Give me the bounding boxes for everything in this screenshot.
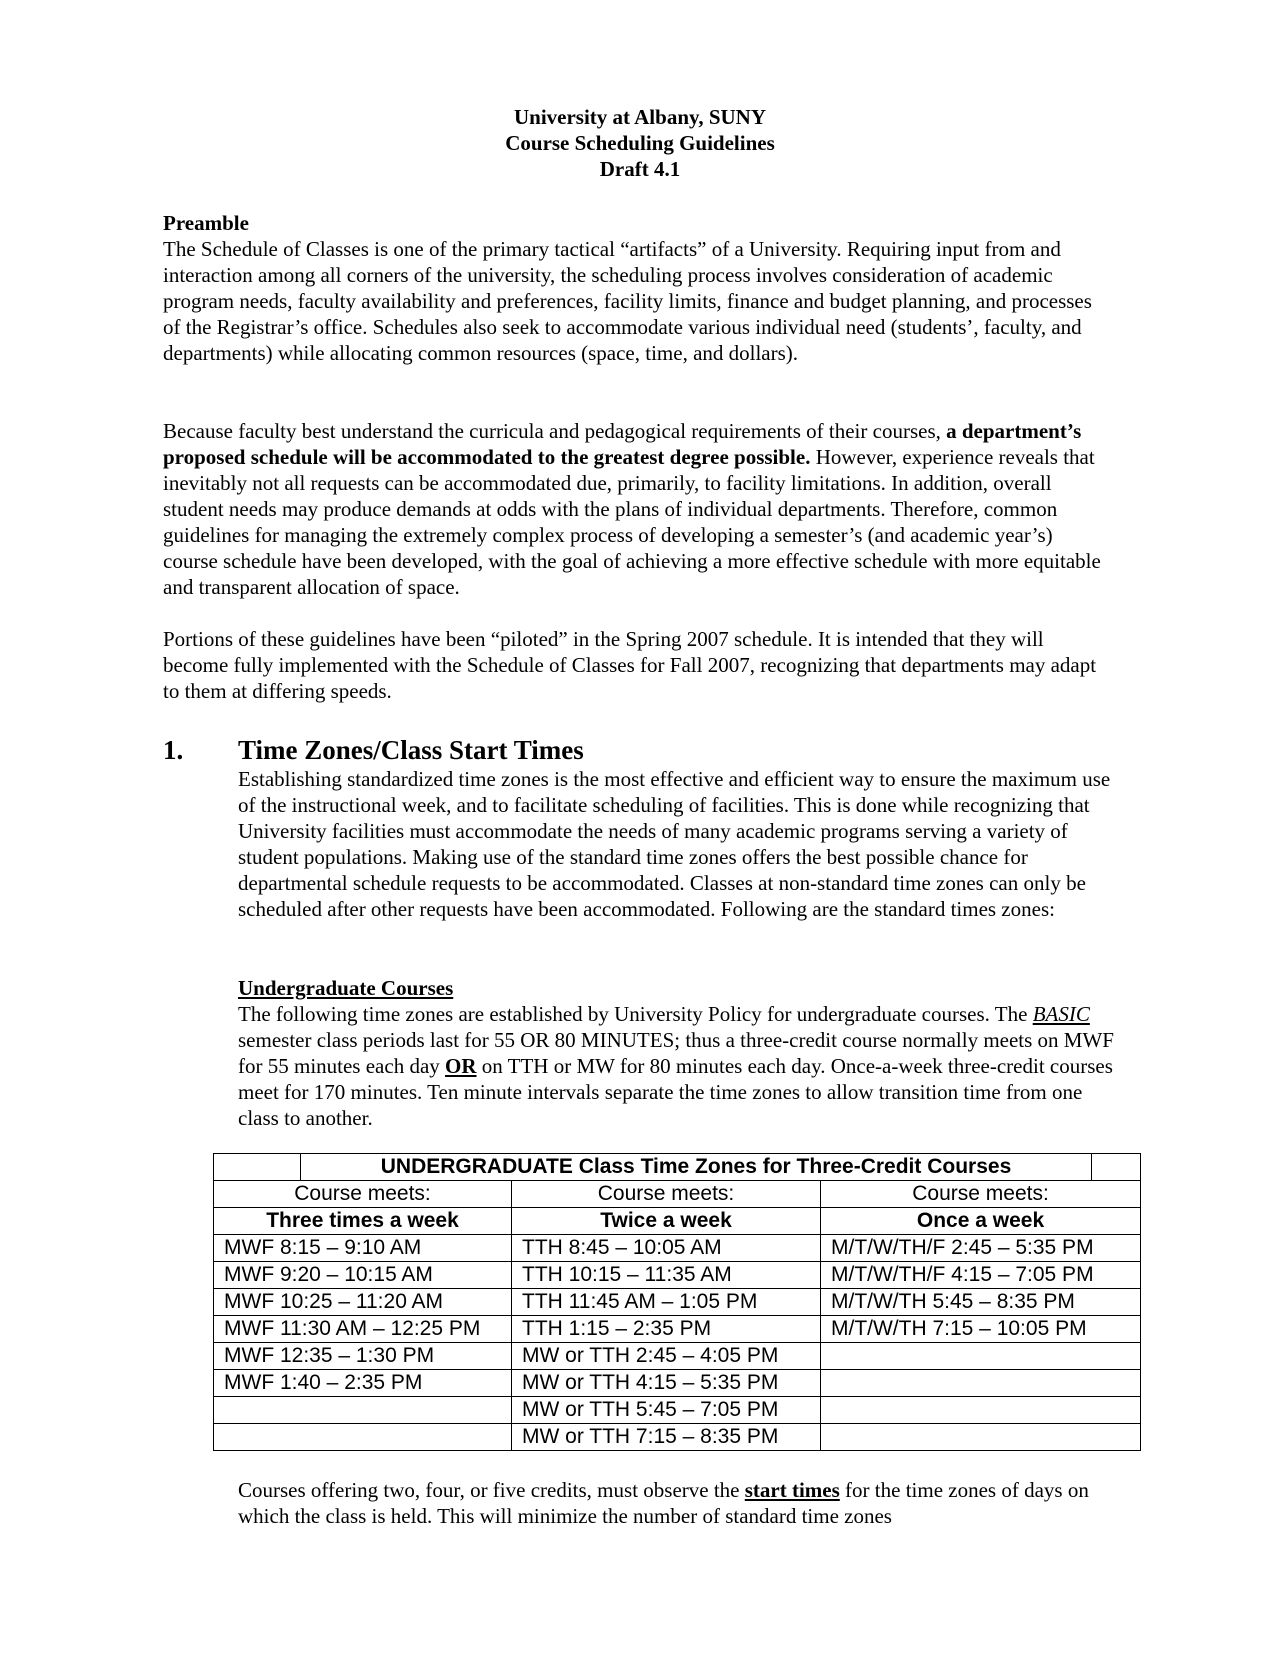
table-cell: M/T/W/TH/F 4:15 – 7:05 PM <box>821 1262 1141 1289</box>
column-meets-label: Course meets: <box>214 1181 512 1208</box>
table-cell: MW or TTH 4:15 – 5:35 PM <box>512 1370 821 1397</box>
table-title-row <box>214 1154 1141 1181</box>
ug-text-b: semester class periods last for 55 OR 80 MINUTES; thus a three-credit course normally meets on MWF for 55 minutes each day <box>238 1028 1114 1078</box>
para2-bold-text: a department’s proposed schedule will be accommodated to the greatest degree possible. <box>163 419 1082 469</box>
column-header: Three times a week <box>214 1208 512 1235</box>
column-header: Twice a week <box>512 1208 821 1235</box>
section-body: Establishing standardized time zones is the most effective and efficient way to ensure the maximum use of the instructional week, and to facilitate scheduling of facilities. This is done while recognizing that University facilities must accommodate the needs of many academic programs serving a variety of student populations. Making use of the standard time zones offers the best possible chance for departmental schedule requests to be accommodated. Classes at non-standard time zones can only be scheduled after other requests have been accommodated. Following are the standard times zones: <box>238 767 1111 921</box>
undergraduate-heading: Undergraduate Courses <box>238 976 454 1000</box>
table-cell: MWF 9:20 – 10:15 AM <box>214 1262 512 1289</box>
ug-text-c: on TTH or MW for 80 minutes each day. Once-a-week three-credit courses meet for 170 minutes. Ten minute intervals separate the time zones to allow transition time from one class to another. <box>238 1054 1113 1130</box>
table-row <box>214 1370 1141 1397</box>
column-header: Once a week <box>821 1208 1141 1235</box>
column-meets-label: Course meets: <box>512 1181 821 1208</box>
preamble-paragraph-1: The Schedule of Classes is one of the primary tactical “artifacts” of a University. Requiring input from and interaction among all corners of the university, the scheduling process involves consideration of academic program needs, faculty availability and preferences, facility limits, finance and budget planning, and processes of the Registrar’s office. Schedules also seek to accommodate various individual need (students’, faculty, and departments) while allocating common resources (space, time, and dollars). <box>163 237 1092 365</box>
table-header-row <box>214 1208 1141 1235</box>
credits-paragraph <box>238 1477 1118 1529</box>
table-cell: TTH 11:45 AM – 1:05 PM <box>512 1289 821 1316</box>
table-title: UNDERGRADUATE Class Time Zones for Three-Credit Courses <box>380 1155 1012 1178</box>
table-cell: MWF 1:40 – 2:35 PM <box>214 1370 512 1397</box>
table-row <box>214 1424 1141 1451</box>
para2-text-end: However, experience reveals that inevitably not all requests can be accommodated due, primarily, to facility limitations. In addition, overall student needs may produce demands at odds with the plans of individual departments. Therefore, common guidelines for managing the extremely complex process of developing a semester’s (and academic year’s) course schedule have been developed, with the goal of achieving a more effective schedule with more equitable and transparent allocation of space. <box>163 445 1101 599</box>
institution-name: University at Albany, SUNY <box>513 105 767 129</box>
table-cell <box>821 1370 1141 1397</box>
preamble-paragraph-2 <box>163 418 1103 600</box>
column-meets-label: Course meets: <box>821 1181 1141 1208</box>
document-name: Course Scheduling Guidelines <box>505 131 775 155</box>
credits-text-b: for the time zones of days on which the class is held. This will minimize the number of standard time zones <box>238 1478 1089 1528</box>
table-cell: TTH 8:45 – 10:05 AM <box>512 1235 821 1262</box>
start-times-emphasis: start times <box>744 1478 840 1502</box>
table-row <box>214 1316 1141 1343</box>
draft-label: Draft 4.1 <box>599 157 681 181</box>
document-title <box>0 104 1280 182</box>
preamble-heading: Preamble <box>163 211 249 235</box>
table-row <box>214 1262 1141 1289</box>
preamble-paragraph-3: Portions of these guidelines have been “piloted” in the Spring 2007 schedule. It is intended that they will become fully implemented with the Schedule of Classes for Fall 2007, recognizing that departments may adapt to them at differing speeds. <box>163 627 1097 703</box>
table-cell: M/T/W/TH/F 2:45 – 5:35 PM <box>821 1235 1141 1262</box>
table-cell <box>214 1424 512 1451</box>
table-cell: MW or TTH 2:45 – 4:05 PM <box>512 1343 821 1370</box>
table-cell: MWF 10:25 – 11:20 AM <box>214 1289 512 1316</box>
ug-text-a: The following time zones are established by University Policy for undergraduate courses. The <box>238 1002 1033 1026</box>
table-cell: M/T/W/TH 5:45 – 8:35 PM <box>821 1289 1141 1316</box>
table-cell: TTH 1:15 – 2:35 PM <box>512 1316 821 1343</box>
table-cell <box>214 1397 512 1424</box>
table-row <box>214 1343 1141 1370</box>
table-cell <box>821 1343 1141 1370</box>
credits-text-a: Courses offering two, four, or five credits, must observe the <box>238 1478 745 1502</box>
title-spacer-left <box>214 1154 301 1180</box>
table-meets-row <box>214 1181 1141 1208</box>
section-title: Time Zones/Class Start Times <box>238 735 584 765</box>
table-cell: MWF 11:30 AM – 12:25 PM <box>214 1316 512 1343</box>
ug-or-emphasis: OR <box>445 1054 477 1078</box>
ug-basic-emphasis: BASIC <box>1032 1002 1090 1026</box>
table-cell: M/T/W/TH 7:15 – 10:05 PM <box>821 1316 1141 1343</box>
table-cell <box>821 1397 1141 1424</box>
time-zones-table <box>213 1153 1141 1451</box>
table-row <box>214 1397 1141 1424</box>
title-spacer-right <box>1091 1154 1140 1180</box>
table-cell: MW or TTH 7:15 – 8:35 PM <box>512 1424 821 1451</box>
table-cell: TTH 10:15 – 11:35 AM <box>512 1262 821 1289</box>
table-cell: MW or TTH 5:45 – 7:05 PM <box>512 1397 821 1424</box>
table-cell <box>821 1424 1141 1451</box>
table-title-cell <box>214 1154 1141 1181</box>
table-cell: MWF 8:15 – 9:10 AM <box>214 1235 512 1262</box>
undergraduate-paragraph <box>238 1001 1118 1131</box>
table-cell: MWF 12:35 – 1:30 PM <box>214 1343 512 1370</box>
section-number: 1. <box>163 735 184 765</box>
table-row <box>214 1289 1141 1316</box>
table-row <box>214 1235 1141 1262</box>
para2-text-start: Because faculty best understand the curricula and pedagogical requirements of their courses, <box>163 419 947 443</box>
